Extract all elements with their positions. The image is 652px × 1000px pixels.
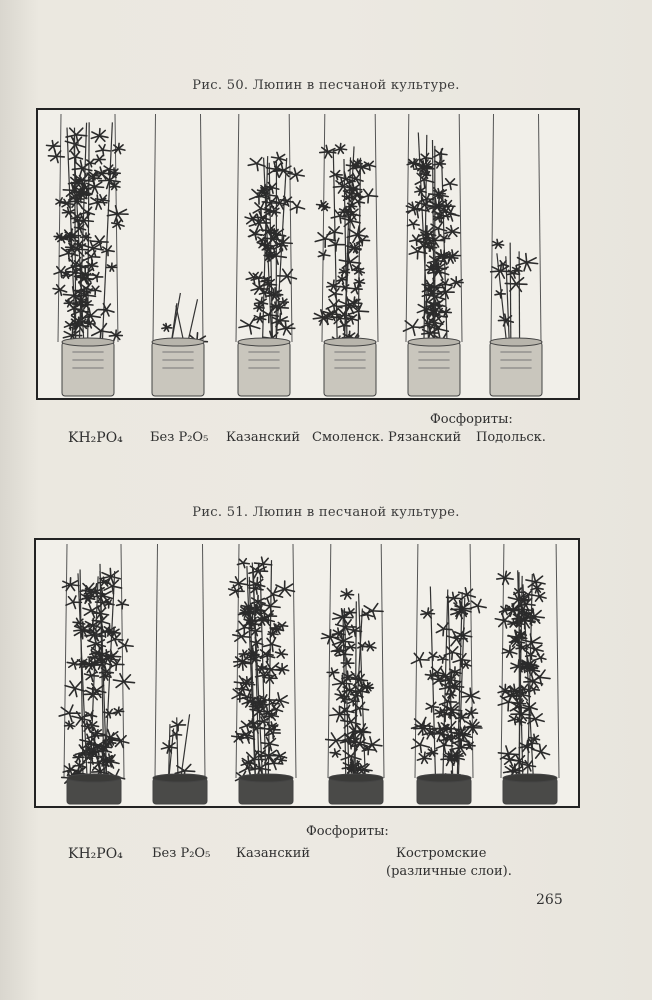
figure-50-label-smolensk: Смоленск. — [312, 430, 385, 445]
figure-51-label-kostroma-layers: (различные слои). — [386, 864, 512, 879]
figure-50-label-bez: Без P₂O₅ — [150, 430, 209, 445]
figure-50-caption: Рис. 50. Люпин в песчаной культуре. — [192, 78, 460, 93]
page-number: 265 — [536, 892, 563, 908]
figure-50-label-podolsk: Подольск. — [476, 430, 546, 445]
figure-50-label-ryazan: Рязанский — [388, 430, 462, 445]
figure-51-label-kh2po4: KH₂PO₄ — [68, 846, 123, 862]
figure-51-plants-image — [36, 540, 578, 806]
figure-51-caption: Рис. 51. Люпин в песчаной культуре. — [192, 505, 460, 520]
figure-51-label-kazansky: Казанский — [236, 846, 311, 861]
figure-51-label-kostroma: Костромские — [396, 846, 487, 861]
figure-50-label-kh2po4: KH₂PO₄ — [68, 430, 123, 446]
figure-50-plants-image — [38, 110, 578, 398]
figure-50-photo — [36, 108, 580, 400]
figure-51-group-label: Фосфориты: — [306, 824, 389, 839]
figure-50-group-label: Фосфориты: — [430, 412, 513, 427]
figure-51-label-bez: Без P₂O₅ — [152, 846, 211, 861]
figure-51-photo — [34, 538, 580, 808]
figure-50-label-kazansky: Казанский — [226, 430, 301, 445]
